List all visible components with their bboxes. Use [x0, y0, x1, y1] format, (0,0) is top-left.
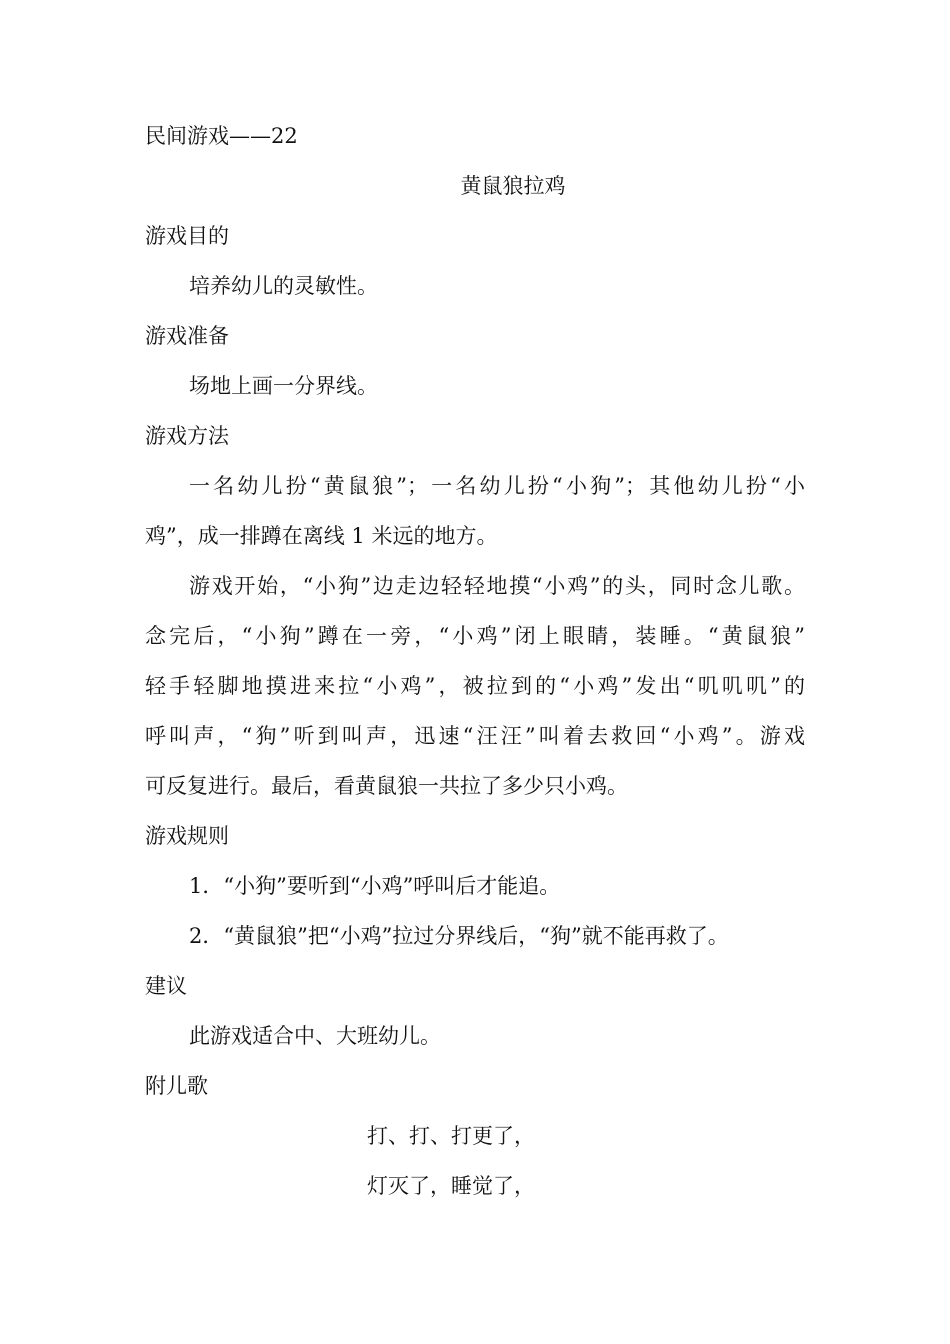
suggestion-text: 此游戏适合中、大班幼儿。: [189, 1024, 441, 1048]
section-heading-rules: 游戏规则: [145, 824, 229, 848]
method-paragraph-2-line: 念完后，“小狗”蹲在一旁，“小鸡”闭上眼睛，装睡。“黄鼠狼”: [145, 624, 805, 648]
method-paragraph-1-line: 鸡”，成一排蹲在离线 1 米远的地方。: [145, 524, 498, 548]
method-paragraph-2-line: 轻手轻脚地摸进来拉“小鸡”，被拉到的“小鸡”发出“叽叽叽”的: [145, 674, 805, 698]
preparation-text: 场地上画一分界线。: [189, 374, 378, 398]
section-heading-suggestion: 建议: [145, 974, 187, 998]
section-heading-method: 游戏方法: [145, 424, 229, 448]
purpose-text: 培养幼儿的灵敏性。: [189, 274, 378, 298]
song-line: 打、打、打更了，: [367, 1124, 535, 1148]
section-heading-preparation: 游戏准备: [145, 324, 229, 348]
method-paragraph-2-line: 可反复进行。最后，看黄鼠狼一共拉了多少只小鸡。: [145, 774, 628, 798]
method-paragraph-2-line: 游戏开始，“小狗”边走边轻轻地摸“小鸡”的头，同时念儿歌。: [189, 574, 805, 598]
method-paragraph-2-line: 呼叫声，“狗”听到叫声，迅速“汪汪”叫着去救回“小鸡”。游戏: [145, 724, 805, 748]
game-title: 黄鼠狼拉鸡: [460, 174, 566, 198]
method-paragraph-1-line: 一名幼儿扮“黄鼠狼”；一名幼儿扮“小狗”；其他幼儿扮“小: [189, 474, 805, 498]
rule-item: 2．“黄鼠狼”把“小鸡”拉过分界线后，“狗”就不能再救了。: [189, 924, 729, 948]
song-line: 灯灭了，睡觉了，: [367, 1174, 535, 1198]
section-heading-song: 附儿歌: [145, 1074, 208, 1098]
series-label: 民间游戏——22: [145, 124, 298, 148]
section-heading-purpose: 游戏目的: [145, 224, 229, 248]
rule-item: 1．“小狗”要听到“小鸡”呼叫后才能追。: [189, 874, 561, 898]
